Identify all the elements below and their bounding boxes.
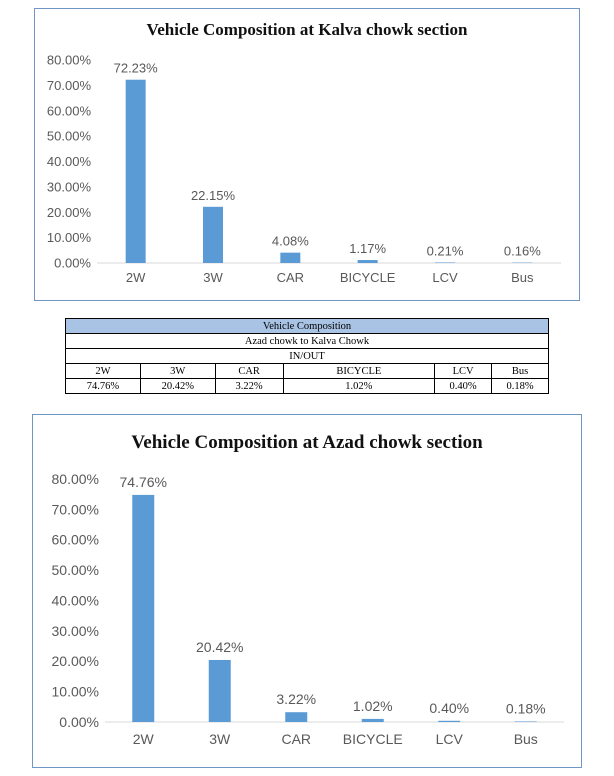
y-tick-label: 70.00% [51, 501, 99, 518]
x-tick-label: Bus [513, 731, 538, 747]
x-tick-label: CAR [281, 731, 312, 747]
table-header-cell: Bus [492, 364, 549, 379]
bar [126, 80, 146, 263]
data-label: 4.08% [271, 233, 309, 249]
chart-kalva-chowk [34, 8, 580, 301]
x-tick-label: Bus [511, 270, 534, 285]
data-label: 1.17% [349, 241, 387, 257]
bar [358, 260, 378, 263]
vehicle-composition-table [65, 318, 549, 394]
x-tick-label: BICYCLE [339, 270, 396, 285]
table-value-cell: 1.02% [283, 379, 435, 394]
y-tick-label: 20.00% [46, 204, 91, 220]
table-title: Vehicle Composition [66, 319, 549, 334]
y-tick-label: 60.00% [51, 531, 99, 548]
bar [280, 253, 300, 263]
y-tick-label: 50.00% [46, 128, 91, 144]
y-tick-label: 0.00% [59, 713, 99, 730]
table-subtitle: Azad chowk to Kalva Chowk [66, 334, 549, 349]
y-tick-label: 10.00% [46, 230, 91, 246]
bar [515, 721, 537, 722]
bar-chart-plot [35, 9, 581, 302]
y-tick-label: 80.00% [51, 470, 99, 487]
table-header-cell: BICYCLE [283, 364, 435, 379]
x-tick-label: LCV [435, 731, 463, 747]
data-label: 3.22% [276, 691, 317, 708]
table-direction: IN/OUT [66, 349, 549, 364]
x-tick-label: LCV [432, 270, 458, 285]
y-tick-label: 30.00% [51, 622, 99, 639]
data-label: 22.15% [190, 187, 236, 203]
data-label: 0.40% [429, 699, 470, 716]
data-label: 72.23% [113, 60, 158, 76]
y-tick-label: 40.00% [51, 592, 99, 609]
table-value-cell: 20.42% [140, 379, 215, 394]
table-header-cell: 2W [66, 364, 141, 379]
table-header-row [66, 364, 549, 379]
table-header-cell: LCV [435, 364, 492, 379]
data-label: 74.76% [119, 473, 167, 490]
y-tick-label: 70.00% [46, 77, 91, 93]
bar [285, 712, 307, 722]
data-label: 0.21% [426, 243, 464, 259]
x-tick-label: BICYCLE [342, 731, 403, 747]
x-tick-label: 2W [125, 270, 146, 285]
bar [362, 719, 384, 722]
x-tick-label: 3W [209, 731, 231, 747]
y-tick-label: 0.00% [54, 255, 91, 271]
table-value-cell: 0.40% [435, 379, 492, 394]
bar [435, 262, 455, 263]
data-label: 20.42% [196, 638, 244, 655]
bar-chart-plot [33, 415, 583, 769]
bar [438, 721, 460, 722]
data-label: 0.16% [503, 243, 541, 259]
data-label: 0.18% [505, 700, 546, 717]
table-value-cell: 74.76% [66, 379, 141, 394]
bar [132, 495, 154, 722]
y-tick-label: 10.00% [51, 683, 99, 700]
y-tick-label: 80.00% [46, 52, 91, 68]
table-value-cell: 3.22% [215, 379, 283, 394]
bar [203, 207, 223, 263]
data-label: 1.02% [352, 697, 393, 714]
table-value-cell: 0.18% [492, 379, 549, 394]
table-header-cell: CAR [215, 364, 283, 379]
chart-title: Vehicle Composition at Kalva chowk section [146, 20, 468, 39]
chart-title: Vehicle Composition at Azad chowk section [131, 432, 483, 453]
x-tick-label: 3W [203, 270, 223, 285]
y-tick-label: 20.00% [51, 653, 99, 670]
y-tick-label: 40.00% [46, 154, 91, 170]
y-tick-label: 30.00% [46, 179, 91, 195]
table-header-cell: 3W [140, 364, 215, 379]
table-value-row [66, 379, 549, 394]
y-tick-label: 60.00% [46, 103, 91, 119]
chart-azad-chowk [32, 414, 582, 768]
y-tick-label: 50.00% [51, 562, 99, 579]
x-tick-label: 2W [132, 731, 154, 747]
bar [209, 660, 231, 722]
x-tick-label: CAR [276, 270, 305, 285]
